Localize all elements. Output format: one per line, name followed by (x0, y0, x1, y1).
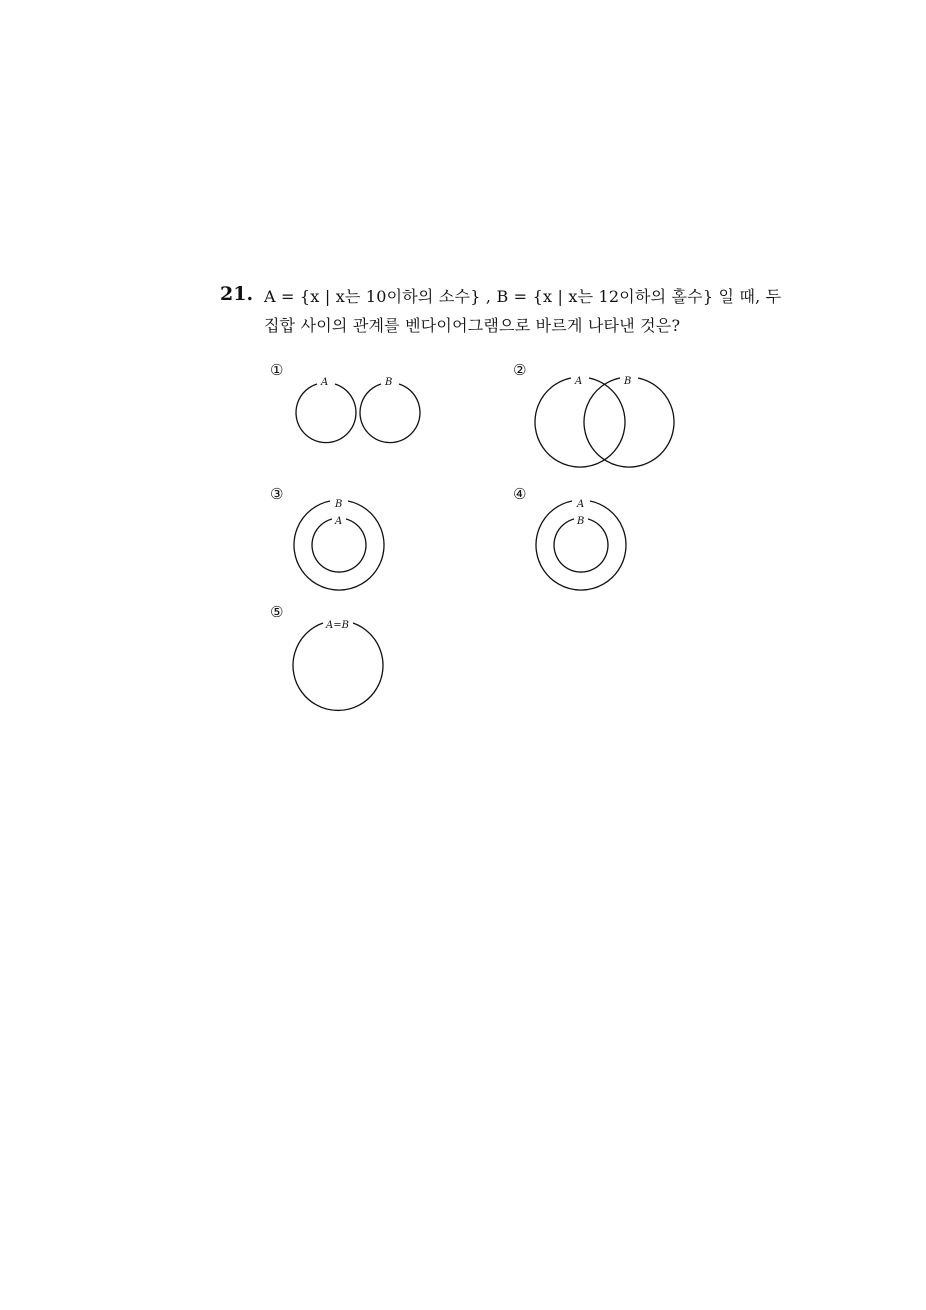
option-2-marker[interactable]: ② (513, 361, 527, 379)
option-3-marker[interactable]: ③ (270, 485, 284, 503)
option-3-label-b: B (335, 499, 343, 510)
question-number: 21. (220, 283, 254, 305)
option-4-label-b: B (577, 516, 585, 527)
set-b-definition-text: 는 12이하의 홀수} (577, 287, 714, 306)
option-4-venn-diagram[interactable] (532, 496, 632, 596)
option-4-circle-a-outer (536, 501, 626, 590)
option-3-venn-diagram[interactable] (290, 496, 390, 596)
option-4-label-a: A (577, 499, 585, 510)
option-1-label-b: B (385, 377, 393, 388)
option-2-circle-a (535, 378, 625, 467)
set-b-definition-math: B = {x | x (496, 287, 578, 306)
option-2-label-a: A (575, 376, 583, 387)
option-2-venn-diagram[interactable] (530, 372, 680, 477)
option-1-circle-b (360, 384, 420, 443)
option-5-label-a-equals-b: A=B (326, 620, 349, 631)
option-3-label-a: A (335, 516, 343, 527)
option-1-circle-a (296, 384, 356, 443)
option-2-circle-b (584, 378, 674, 467)
option-1-label-a: A (321, 377, 329, 388)
option-3-circle-b-outer (294, 501, 384, 590)
set-a-definition-text: 는 10이하의 소수} (344, 287, 481, 306)
option-4-marker[interactable]: ④ (513, 485, 527, 503)
separator: , (480, 287, 497, 306)
option-5-circle-a-equals-b (293, 623, 383, 710)
option-1-venn-diagram[interactable] (290, 372, 425, 447)
option-5-venn-diagram[interactable] (290, 618, 390, 718)
question-text-line2: 집합 사이의 관계를 벤다이어그램으로 바르게 나타낸 것은? (264, 316, 681, 335)
option-2-label-b: B (624, 376, 632, 387)
set-a-definition-math: A = {x | x (264, 287, 345, 306)
question-line1-suffix: 일 때, 두 (713, 287, 782, 306)
question-text-line1 (264, 284, 781, 307)
option-5-marker[interactable]: ⑤ (270, 603, 284, 621)
option-1-marker[interactable]: ① (270, 361, 284, 379)
